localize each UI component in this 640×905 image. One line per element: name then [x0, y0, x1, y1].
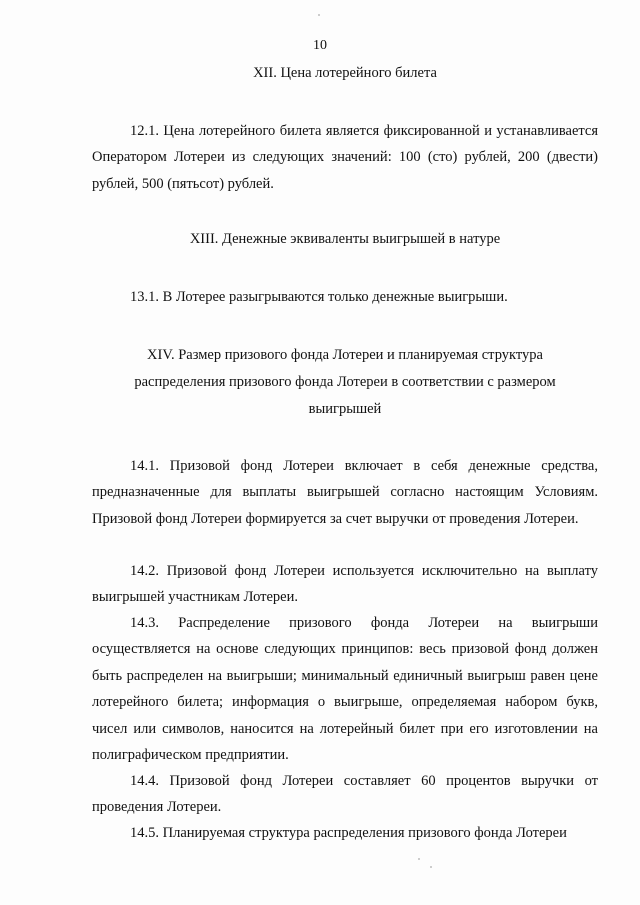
- paragraph-14-3: 14.3. Распределение призового фонда Лотереи на выигрыши осуществляется на основе следующих принципов: весь призовой фонд должен быть распределен на выигрыши; минимальный единичный выигрыш равен цене лотерейного билета; информация о выигрыше, определяемая набором букв, чисел или символов, наносится на лотерейный билет при его изготовлении на полиграфическом предприятии.: [92, 615, 598, 764]
- paragraph-14-4: 14.4. Призовой фонд Лотереи составляет 60 процентов выручки от проведения Лотереи.: [92, 773, 598, 816]
- page-number: 10: [313, 38, 327, 53]
- paragraph-13-1: 13.1. В Лотерее разыгрываются только денежные выигрыши.: [130, 289, 508, 305]
- scan-speck: [418, 858, 420, 860]
- paragraph-14-5: 14.5. Планируемая структура распределения призового фонда Лотереи: [130, 825, 567, 841]
- scan-speck: [430, 866, 432, 868]
- section-heading-xiii: XIII. Денежные эквиваленты выигрышей в натуре: [189, 231, 501, 247]
- scan-speck: [318, 14, 320, 16]
- paragraph-14-1: 14.1. Призовой фонд Лотереи включает в себя денежные средства, предназначенные для выплаты выигрышей согласно настоящим Условиям. Призовой фонд Лотереи формируется за счет выручки от проведения Лотереи.: [92, 458, 598, 527]
- paragraph-14-2: 14.2. Призовой фонд Лотереи используется исключительно на выплату выигрышей участникам Лотереи.: [92, 563, 598, 606]
- section-heading-xii: XII. Цена лотерейного билета: [253, 65, 437, 81]
- section-heading-xiv: XIV. Размер призового фонда Лотереи и планируемая структура распределения призового фонда Лотереи в соответствии с размером выигрышей: [134, 347, 556, 417]
- paragraph-12-1: 12.1. Цена лотерейного билета является фиксированной и устанавливается Оператором Лотереи из следующих значений: 100 (сто) рублей, 200 (двести) рублей, 500 (пятьсот) рублей.: [92, 123, 598, 192]
